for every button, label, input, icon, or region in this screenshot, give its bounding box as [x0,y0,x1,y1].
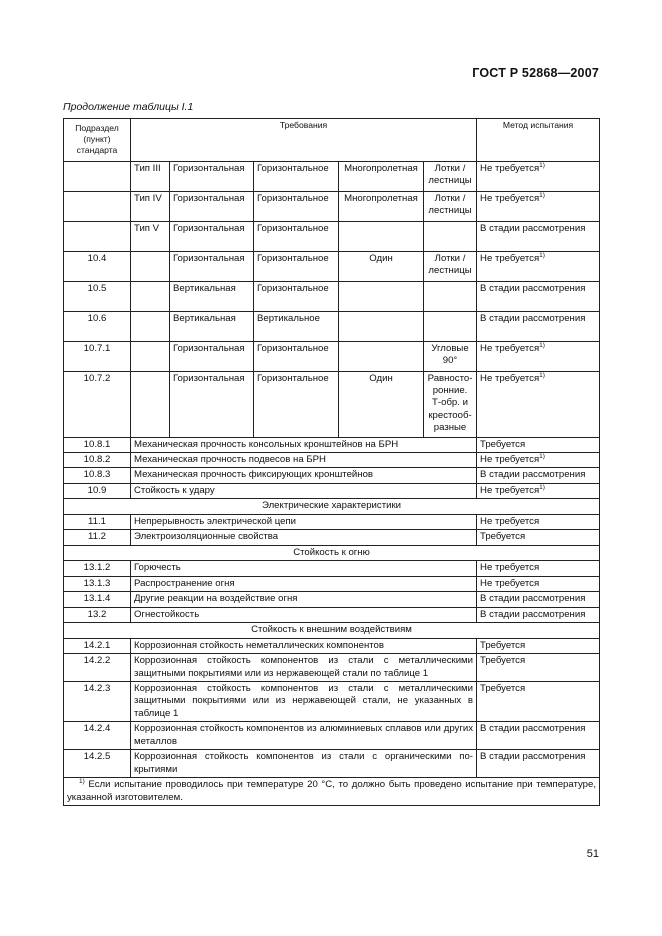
test-method [477,530,600,545]
subsection-code: 11.2 [64,530,131,545]
footnote [64,778,600,806]
table-row [64,530,600,545]
test-method-text: В стадии рассмотрения [480,469,586,481]
test-method [477,281,600,311]
test-method-text: Не требуется [480,562,540,574]
test-method [477,750,600,778]
table-row [64,452,600,467]
test-method [477,576,600,591]
test-method [477,682,600,722]
table-row [64,514,600,529]
subsection-code: 10.8.1 [64,437,131,452]
test-method-text: Требуется [480,639,526,651]
table-row [64,576,600,591]
footnote-row [64,778,600,806]
support-type: Лотки / лестницы [424,161,477,191]
section-heading-row [64,545,600,560]
position: Горизонтальное [254,221,339,251]
subsection-code: 11.1 [64,514,131,529]
span-type: Многопролетная [339,191,424,221]
requirement-text: Коррозионная стойкость компонентов из стали с органическими по-крытиями [131,750,477,778]
requirement-text: Непрерывность электрической цепи [131,514,477,529]
test-method [477,437,600,452]
requirement-text: Стойкость к удару [131,483,477,498]
requirement-text: Механическая прочность консольных кронштейнов на БРН [131,437,477,452]
footnote-ref: 1) [539,483,545,491]
span-type: Один [339,251,424,281]
subsection-code: 10.9 [64,483,131,498]
requirement-text: Распространение огня [131,576,477,591]
subsection-code: 10.8.3 [64,468,131,483]
test-method-text: Не требуется [480,484,540,496]
test-method [477,311,600,341]
test-method [477,561,600,576]
requirement-text: Механическая прочность фиксирующих кронштейнов [131,468,477,483]
requirement-text: Электроизоляционные свойства [131,530,477,545]
footnote-ref: 1) [539,371,545,379]
cable-tray-type [131,371,170,437]
section-heading-row [64,623,600,638]
position: Горизонтальное [254,341,339,371]
section-heading: Стойкость к внешним воздействиям [64,623,600,638]
subsection-code: 13.1.2 [64,561,131,576]
section-heading: Электрические характеристики [64,499,600,514]
subsection-code: 14.2.3 [64,682,131,722]
table-row [64,483,600,498]
test-method [477,251,600,281]
test-method-text: Требуется [480,531,526,543]
test-method-text: В стадии рассмотрения [480,751,586,763]
table-row [64,311,600,341]
test-method-text: Не требуется [480,192,540,204]
subsection-code [64,191,131,221]
test-method [477,483,600,498]
footnote-ref: 1) [539,341,545,349]
cable-tray-type [131,311,170,341]
table-row [64,221,600,251]
orientation: Горизонтальная [170,221,254,251]
support-type [424,311,477,341]
section-heading: Стойкость к огню [64,545,600,560]
span-type [339,311,424,341]
span-type: Многопролетная [339,161,424,191]
support-type [424,221,477,251]
test-method-text: В стадии рассмотрения [480,608,586,620]
subsection-code: 10.7.2 [64,371,131,437]
table-row [64,468,600,483]
position: Горизонтальное [254,161,339,191]
table-row [64,437,600,452]
subsection-code: 10.5 [64,281,131,311]
position: Горизонтальное [254,251,339,281]
footnote-text: Если испытание проводилось при температуре 20 °С, то должно быть проведено испытание при температуре, указанной изготовителем. [67,779,597,803]
orientation: Горизонтальная [170,341,254,371]
test-method [477,654,600,682]
test-method [477,191,600,221]
cable-tray-type [131,251,170,281]
orientation: Горизонтальная [170,251,254,281]
section-heading-row [64,499,600,514]
subsection-code: 13.1.4 [64,592,131,607]
test-method-text: В стадии рассмотрения [480,723,586,735]
cable-tray-type [131,281,170,311]
table-row [64,654,600,682]
requirement-text: Механическая прочность подвесов на БРН [131,452,477,467]
test-method-text: Не требуется [480,453,540,465]
header-subsection: Подраздел (пункт) стандарта [64,119,131,162]
test-method-text: Не требуется [480,515,540,527]
table-row [64,607,600,622]
orientation: Горизонтальная [170,371,254,437]
test-method-text: Требуется [480,683,526,695]
footnote-ref: 1) [539,161,545,169]
span-type [339,341,424,371]
requirements-table [63,118,600,806]
subsection-code: 13.2 [64,607,131,622]
test-method-text: Требуется [480,438,526,450]
test-method [477,341,600,371]
table-row [64,561,600,576]
test-method [477,161,600,191]
subsection-code: 10.4 [64,251,131,281]
position: Горизонтальное [254,281,339,311]
requirement-text: Горючесть [131,561,477,576]
test-method [477,221,600,251]
support-type: Равносто-ронние. Т-обр. и крестооб-разные [424,371,477,437]
test-method-text: Не требуется [480,577,540,589]
subsection-code: 10.6 [64,311,131,341]
span-type [339,221,424,251]
table-row [64,682,600,722]
table-row [64,341,600,371]
table-row [64,722,600,750]
subsection-code: 10.7.1 [64,341,131,371]
footnote-ref: 1) [539,191,545,199]
position: Вертикальное [254,311,339,341]
position: Горизонтальное [254,371,339,437]
requirement-text: Коррозионная стойкость компонентов из алюминиевых сплавов или других металлов [131,722,477,750]
test-method-text: Не требуется [480,372,540,384]
test-method [477,371,600,437]
test-method-text: Не требуется [480,162,540,174]
orientation: Вертикальная [170,281,254,311]
test-method-text: Требуется [480,655,526,667]
position: Горизонтальное [254,191,339,221]
requirement-text: Коррозионная стойкость неметаллических компонентов [131,638,477,653]
subsection-code: 14.2.2 [64,654,131,682]
table-row [64,191,600,221]
requirement-text: Коррозионная стойкость компонентов из стали с металлическими защитными покрытиями или из нержавеющей стали по таблице 1 [131,654,477,682]
test-method-text: Не требуется [480,252,540,264]
cable-tray-type: Тип III [131,161,170,191]
test-method [477,468,600,483]
table-row [64,161,600,191]
header-requirements: Требования [131,119,477,162]
support-type: Угловые 90° [424,341,477,371]
test-method [477,452,600,467]
test-method [477,514,600,529]
test-method-text: Не требуется [480,342,540,354]
orientation: Вертикальная [170,311,254,341]
table-row [64,750,600,778]
subsection-code [64,221,131,251]
cable-tray-type [131,341,170,371]
subsection-code: 14.2.5 [64,750,131,778]
footnote-ref: 1) [539,452,545,460]
span-type: Один [339,371,424,437]
test-method-text: В стадии рассмотрения [480,312,586,324]
support-type: Лотки / лестницы [424,251,477,281]
document-code: ГОСТ Р 52868—2007 [472,66,599,80]
table-row [64,251,600,281]
test-method [477,638,600,653]
header-test-method: Метод испытания [477,119,600,162]
subsection-code: 14.2.4 [64,722,131,750]
subsection-code: 13.1.3 [64,576,131,591]
footnote-mark: 1) [79,778,85,786]
support-type [424,281,477,311]
test-method-text: В стадии рассмотрения [480,593,586,605]
support-type: Лотки / лестницы [424,191,477,221]
orientation: Горизонтальная [170,161,254,191]
table-row [64,592,600,607]
test-method [477,607,600,622]
subsection-code: 14.2.1 [64,638,131,653]
cable-tray-type: Тип IV [131,191,170,221]
orientation: Горизонтальная [170,191,254,221]
page-number: 51 [586,848,599,860]
table-row [64,281,600,311]
subsection-code: 10.8.2 [64,452,131,467]
table-caption: Продолжение таблицы I.1 [63,101,194,113]
requirement-text: Другие реакции на воздействие огня [131,592,477,607]
test-method-text: В стадии рассмотрения [480,222,586,234]
test-method-text: В стадии рассмотрения [480,282,586,294]
cable-tray-type: Тип V [131,221,170,251]
requirement-text: Огнестойкость [131,607,477,622]
requirement-text: Коррозионная стойкость компонентов из стали с металлическими защитными покрытиями или из нержавеющей стали, не указанных в таблице 1 [131,682,477,722]
footnote-ref: 1) [539,251,545,259]
test-method [477,592,600,607]
span-type [339,281,424,311]
subsection-code [64,161,131,191]
table-row [64,638,600,653]
table-row [64,371,600,437]
test-method [477,722,600,750]
table-header-row [64,119,600,162]
